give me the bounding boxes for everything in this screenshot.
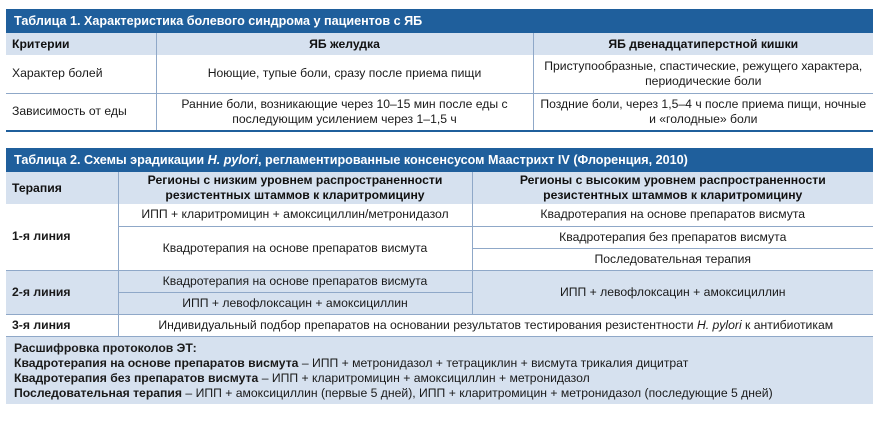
table-row [6, 226, 873, 248]
line3-text-suffix: к антибиотикам [741, 317, 834, 332]
legend-def: – ИПП + кларитромицин + амоксициллин + метронидазол [258, 370, 590, 385]
line2-high: ИПП + левофлоксацин + амоксициллин [472, 270, 873, 314]
legend [6, 336, 873, 404]
table1-header-stomach: ЯБ желудка [156, 33, 533, 55]
duodenum-cell: Приступообразные, спастические, режущего характера, периодические боли [533, 55, 873, 93]
line2-label: 2-я линия [6, 270, 118, 314]
legend-item [14, 386, 865, 401]
table-eradication-schemes [6, 148, 873, 404]
table2-header-therapy: Терапия [6, 172, 118, 204]
line3-text-prefix: Индивидуальный подбор препаратов на основании результатов тестирования резистентности [158, 317, 697, 332]
line3-text-italic: H. pylori [696, 317, 742, 332]
criterion-cell: Зависимость от еды [12, 104, 127, 119]
legend-term: Последовательная терапия [14, 385, 183, 400]
duodenum-cell: Поздние боли, через 1,5–4 ч после приема пищи, ночные и «голодные» боли [533, 93, 873, 131]
legend-item [14, 371, 865, 386]
legend-def: – ИПП + амоксициллин (первые 5 дней), ИПП + кларитромицин + метронидазол (последующие 5 дней) [182, 385, 773, 400]
table1-header-criteria: Критерии [6, 33, 156, 55]
line1-high-0: Квадротерапия на основе препаратов висмута [472, 204, 873, 226]
table-row [6, 204, 873, 226]
line1-label: 1-я линия [6, 204, 118, 270]
table2-header-high: Регионы с высоким уровнем распространенности резистентных штаммов к кларитромицину [472, 172, 873, 204]
legend-term: Квадротерапия на основе препаратов висмута [14, 355, 299, 370]
table-pain-syndrome [6, 9, 873, 132]
legend-term: Квадротерапия без препаратов висмута [14, 370, 259, 385]
line3-text [118, 314, 873, 336]
line2-low-1: ИПП + левофлоксацин + амоксициллин [118, 292, 472, 314]
table1-title: Таблица 1. Характеристика болевого синдрома у пациентов с ЯБ [6, 9, 873, 33]
line1-high-1: Квадротерапия без препаратов висмута [472, 226, 873, 248]
line1-low-0: ИПП + кларитромицин + амоксициллин/метронидазол [118, 204, 472, 226]
table2-title-italic: H. pylori [207, 152, 258, 167]
table2-header-low: Регионы с низким уровнем распространенности резистентных штаммов к кларитромицину [118, 172, 472, 204]
line1-low-1: Квадротерапия на основе препаратов висмута [118, 226, 472, 270]
table-row [6, 93, 873, 131]
table2-title [6, 148, 873, 172]
stomach-cell: Ноющие, тупые боли, сразу после приема пищи [156, 55, 533, 93]
criterion-cell: Характер болей [6, 55, 156, 93]
table-row [6, 314, 873, 336]
table-row [6, 270, 873, 292]
line1-high-2: Последовательная терапия [472, 248, 873, 270]
legend-title: Расшифровка протоколов ЭТ: [14, 340, 197, 355]
stomach-cell: Ранние боли, возникающие через 10–15 мин после еды с последующим усилением через 1–1,5 ч [156, 93, 533, 131]
line2-low-0: Квадротерапия на основе препаратов висмута [118, 270, 472, 292]
line3-label: 3-я линия [6, 314, 118, 336]
table2-title-suffix: , регламентированные консенсусом Маастрихт IV (Флоренция, 2010) [258, 152, 688, 167]
table2-title-prefix: Таблица 2. Схемы эрадикации [14, 152, 208, 167]
table-row [6, 55, 873, 93]
legend-item [14, 356, 865, 371]
legend-def: – ИПП + метронидазол + тетрациклин + висмута трикалия дицитрат [298, 355, 689, 370]
table1-header-duodenum: ЯБ двенадцатиперстной кишки [533, 33, 873, 55]
